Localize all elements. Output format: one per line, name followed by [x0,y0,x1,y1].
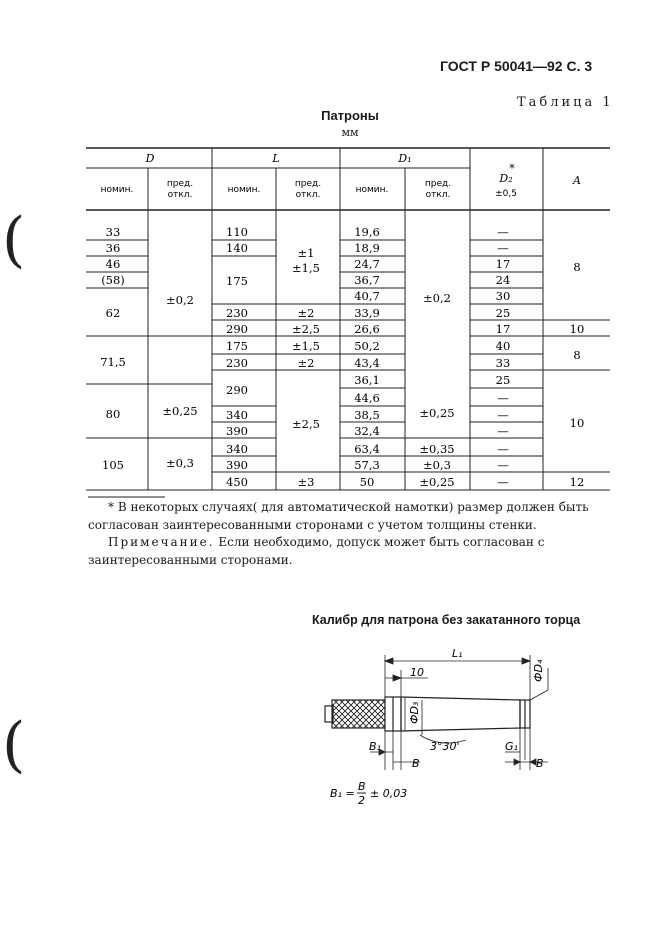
table-cell: 10 [569,416,585,430]
table-cell: 390 [226,458,248,472]
table-cell: ±1,5 [292,339,320,353]
table-cell: 24,7 [354,257,380,271]
table-cell: ±2 [297,356,315,370]
table-cell: 33 [105,225,121,239]
table-cell: 63,4 [354,442,380,456]
table-cell: 24 [495,273,511,287]
table-cell: 36 [105,241,121,255]
table-cell: ±0,2 [423,291,451,305]
table-cell: 18,9 [354,241,380,255]
table-cell: (58) [101,273,125,287]
margin-brace-mark: ( [2,710,26,780]
table-cell: 71,5 [100,355,126,369]
col-header-d2-star: * [509,162,515,175]
table-units: мм [341,126,359,139]
formula-numerator: B [358,780,366,793]
table-cell: 32,4 [354,424,380,438]
table-cell: 43,4 [354,356,380,370]
page-header: ГОСТ Р 50041—92 С. 3 [440,58,593,74]
table-title: Патроны [321,108,379,123]
col-header-l: L [272,152,280,165]
drawing-caption: Калибр для патрона без закатанного торца [312,613,581,627]
table-cell: 8 [573,260,581,274]
table-cell: 62 [105,306,121,320]
table-cell: ±1 [297,246,315,260]
table-cell: 33 [495,356,511,370]
table-cell: 80 [105,407,121,421]
note-text: Если необходимо, допуск может быть согласован с заинтересованными сторонами. [88,535,545,567]
table-cell: 36,7 [354,273,380,287]
table-cell: 30 [495,289,511,303]
table-cell: 25 [495,373,511,387]
subheader-nominal: номин. [355,185,389,195]
table-cell: 110 [226,225,248,239]
subheader-deviation: откл. [295,190,321,200]
table-cell: 175 [226,339,248,353]
table-cell: 46 [105,257,121,271]
formula-lhs: B₁ = [330,787,355,800]
table-cell: 12 [569,475,585,489]
formula-denominator: 2 [358,794,365,807]
table-cell: 33,9 [354,306,380,320]
col-header-d: D [145,152,155,165]
table-cell: 390 [226,424,248,438]
subheader-deviation: пред. [166,179,194,189]
margin-brace-mark: ( [2,205,26,275]
col-header-d1: D₁ [398,152,412,165]
table-cell: 290 [226,383,248,397]
subheader-deviation: пред. [424,179,452,189]
table-cell: 340 [226,408,248,422]
table-cell: 26,6 [354,322,380,336]
col-header-d2: D₂ [499,172,513,185]
table-cell: — [497,475,509,489]
table-cell: ±2 [297,306,315,320]
table-cell: ±2,5 [292,417,320,431]
table-cell: ±2,5 [292,322,320,336]
subheader-deviation: откл. [167,190,193,200]
table-cell: 8 [573,348,581,362]
subheader-nominal: номин. [227,185,261,195]
table-cell: 38,5 [354,408,380,422]
table-cell: 340 [226,442,248,456]
subheader-deviation: откл. [425,190,451,200]
footnote: * В некоторых случаях( для автоматической намотки) размер должен быть согласован заинтересованными сторонами с учетом толщины стенки. [88,500,589,532]
table-cell: 230 [226,306,248,320]
table-cell: 105 [102,458,124,472]
table-label: Таблица 1 [517,95,614,110]
table-cell: 44,6 [354,391,380,405]
table-cell: — [497,424,509,438]
table-cell: — [497,241,509,255]
table-cell: 17 [495,257,511,271]
table-cell: 450 [226,475,248,489]
note-lead: Примечание. [108,535,215,549]
table-cell: 140 [226,241,248,255]
table-cell: ±1,5 [292,261,320,275]
table-cell: ±0,3 [166,456,194,470]
table-cell: 57,3 [354,458,380,472]
table-cell: 40,7 [354,289,380,303]
label-b-right: B [536,757,544,770]
table-cell: ±0,3 [423,458,451,472]
table-cell: 36,1 [354,373,380,387]
table-cell: ±0,25 [419,475,455,489]
table-cell: 230 [226,356,248,370]
table-cell: — [497,408,509,422]
table-cell: 17 [495,322,511,336]
table-cell: — [497,442,509,456]
table-cell: ±3 [297,475,315,489]
table-cell: — [497,225,509,239]
label-g1: G₁ [505,740,518,753]
table-cell: 175 [226,274,248,288]
label-d4: ФD₄ [532,659,545,682]
col-header-d2-tolerance: ±0,5 [495,189,517,199]
table-cell: 50 [359,475,375,489]
subheader-deviation: пред. [294,179,322,189]
label-b-left: B [412,757,420,770]
table-cell: 50,2 [354,339,380,353]
table-cell: — [497,391,509,405]
table-cell: 40 [495,339,511,353]
table-cell: 25 [495,306,511,320]
table-cell: 10 [569,322,585,336]
table-cell: ±0,25 [419,406,455,420]
label-b1: B₁ [369,740,381,753]
table-cell: 290 [226,322,248,336]
label-l1: L₁ [452,647,463,660]
gauge-outline [325,697,530,731]
table-cell: ±0,35 [419,442,455,456]
label-10: 10 [410,666,424,679]
label-angle: 3°30' [430,740,460,753]
subheader-nominal: номин. [100,185,134,195]
formula-tolerance: ± 0,03 [370,787,408,800]
knurled-grip [332,700,385,728]
label-d3: ФD₃ [408,701,421,724]
table-cell: ±0,25 [162,404,198,418]
table-cell: ±0,2 [166,293,194,307]
table-cell: 19,6 [354,225,380,239]
col-header-a: A [573,174,581,187]
table-cell: — [497,458,509,472]
